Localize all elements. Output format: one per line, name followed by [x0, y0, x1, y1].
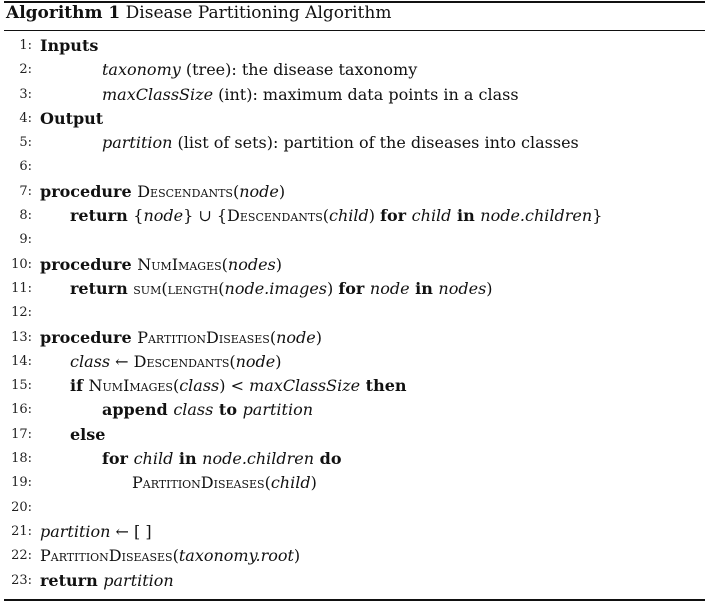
- line-code: [40, 180, 285, 204]
- line-number: 2:: [19, 62, 32, 78]
- variable: maxClassSize: [102, 84, 214, 104]
- keyword: then: [360, 376, 407, 396]
- variable: nodes: [438, 278, 487, 298]
- variable: node.children: [480, 206, 593, 226]
- code-line: [0, 447, 713, 471]
- line-code: [40, 398, 313, 422]
- code-text: ): [310, 473, 317, 493]
- line-number: 18:: [11, 451, 32, 467]
- code-line: [0, 374, 713, 398]
- code-text: (: [264, 473, 271, 493]
- line-code: [40, 326, 322, 350]
- keyword: Output: [40, 108, 104, 128]
- keyword: in: [451, 206, 481, 226]
- code-line: [0, 301, 713, 325]
- code-text: ): [278, 181, 286, 201]
- bottom-rule: [4, 599, 705, 601]
- code-line: [0, 569, 713, 593]
- line-code: [40, 58, 417, 82]
- keyword: to: [213, 400, 243, 420]
- line-number: 11:: [11, 280, 32, 296]
- variable: nodes: [227, 254, 276, 274]
- keyword: else: [70, 424, 106, 444]
- line-number: 9:: [19, 232, 32, 248]
- variable: child: [133, 449, 174, 469]
- algorithm-title: Disease Partitioning Algorithm: [125, 3, 392, 23]
- keyword: append: [102, 400, 174, 420]
- function-name: NumImages: [88, 376, 173, 396]
- code-text: ← [ ]: [110, 521, 152, 541]
- variable: class: [173, 400, 214, 420]
- line-number: 1:: [19, 38, 32, 53]
- keyword: return: [70, 206, 134, 226]
- code-line: [0, 350, 713, 374]
- code-text: ): [368, 206, 381, 226]
- line-number: 20:: [11, 499, 32, 515]
- variable: class: [70, 351, 111, 371]
- keyword: procedure: [40, 181, 138, 201]
- keyword: in: [173, 449, 203, 469]
- keyword: return: [70, 278, 134, 298]
- line-number: 6:: [19, 159, 32, 175]
- function-name: Descendants: [133, 351, 230, 371]
- line-code: [40, 569, 174, 593]
- variable: node.images: [224, 278, 328, 298]
- keyword: if: [70, 376, 89, 396]
- function-name: Descendants: [137, 181, 233, 201]
- code-text: ): [486, 278, 493, 298]
- code-text: (list of sets): partition of the diseases into classes: [172, 133, 579, 153]
- code-line: [0, 204, 713, 228]
- variable: node.children: [202, 449, 315, 469]
- algorithm-label: Algorithm 1: [6, 3, 121, 23]
- code-line: [0, 107, 713, 131]
- code-text: ): [293, 546, 301, 566]
- code-line: [0, 423, 713, 447]
- caption-rule: [4, 30, 705, 31]
- code-text: } ∪ {: [183, 206, 228, 226]
- line-code: [40, 520, 152, 544]
- code-line: [0, 544, 713, 568]
- line-code: [40, 544, 300, 568]
- keyword: for: [338, 278, 370, 298]
- code-line: [0, 228, 713, 252]
- keyword: for: [102, 449, 134, 469]
- code-text: (: [322, 206, 330, 226]
- algorithm-caption: [6, 3, 391, 23]
- variable: child: [270, 473, 311, 493]
- keyword: procedure: [40, 254, 138, 274]
- line-number: 10:: [11, 256, 32, 272]
- code-text: (: [161, 278, 168, 298]
- code-line: [0, 496, 713, 520]
- variable: child: [411, 206, 452, 226]
- line-code: [40, 350, 282, 374]
- line-code: [40, 423, 105, 447]
- code-text: (: [269, 327, 277, 347]
- code-text: (: [229, 351, 236, 371]
- variable: node: [276, 327, 316, 347]
- code-line: [0, 471, 713, 495]
- function-name: sum: [133, 278, 162, 298]
- code-line: [0, 253, 713, 277]
- line-number: 12:: [11, 305, 32, 321]
- line-code: [40, 277, 493, 301]
- function-name: PartitionDiseases: [132, 473, 265, 493]
- variable: node: [143, 206, 184, 226]
- variable: partition: [40, 521, 111, 541]
- line-code: [40, 131, 579, 155]
- line-code: [40, 374, 407, 398]
- code-text: (tree): the disease taxonomy: [180, 60, 418, 80]
- function-name: NumImages: [137, 254, 222, 274]
- line-number: 22:: [11, 548, 32, 564]
- line-number: 3:: [19, 86, 32, 102]
- code-text: (: [221, 254, 228, 274]
- code-text: ): [275, 254, 282, 274]
- line-number: 13:: [11, 329, 32, 345]
- line-number: 21:: [11, 523, 32, 539]
- line-number: 5:: [19, 135, 32, 151]
- line-code: [40, 471, 317, 495]
- variable: taxonomy: [102, 60, 181, 80]
- keyword: procedure: [40, 327, 138, 347]
- code-line: [0, 131, 713, 155]
- line-number: 7:: [19, 183, 32, 199]
- keyword: in: [409, 278, 439, 298]
- variable: node: [369, 278, 410, 298]
- code-line: [0, 83, 713, 107]
- code-text: (: [218, 278, 225, 298]
- code-text: (: [232, 181, 240, 201]
- code-text: {: [133, 206, 144, 226]
- variable: maxClassSize: [249, 376, 361, 396]
- line-number: 17:: [11, 426, 32, 442]
- code-line: [0, 277, 713, 301]
- code-line: [0, 398, 713, 422]
- code-text: ←: [110, 351, 134, 371]
- code-text: (: [172, 376, 180, 396]
- line-number: 19:: [11, 475, 32, 491]
- keyword: Inputs: [40, 36, 99, 55]
- line-number: 16:: [11, 402, 32, 418]
- keyword: for: [380, 206, 412, 226]
- line-number: 14:: [11, 353, 32, 369]
- line-code: [40, 447, 342, 471]
- code-text: }: [592, 206, 603, 226]
- line-number: 4:: [19, 110, 32, 126]
- algorithm-body: [0, 34, 713, 593]
- code-line: [0, 180, 713, 204]
- code-text: (: [172, 546, 179, 566]
- line-code: [40, 107, 103, 131]
- variable: partition: [242, 400, 314, 420]
- code-line: [0, 34, 713, 58]
- function-name: PartitionDiseases: [40, 546, 173, 566]
- code-text: ): [327, 278, 339, 298]
- variable: child: [329, 206, 369, 226]
- line-code: [40, 253, 282, 277]
- line-code: [40, 204, 602, 228]
- keyword: do: [314, 449, 342, 469]
- line-number: 15:: [11, 378, 32, 394]
- line-code: [40, 83, 519, 107]
- variable: taxonomy.root: [178, 546, 294, 566]
- keyword: return: [40, 570, 104, 590]
- variable: class: [179, 376, 220, 396]
- code-line: [0, 58, 713, 82]
- line-number: 8:: [19, 208, 32, 224]
- variable: partition: [103, 570, 174, 590]
- code-text: ) <: [219, 376, 250, 396]
- function-name: length: [167, 278, 219, 298]
- variable: node: [235, 351, 276, 371]
- function-name: PartitionDiseases: [137, 327, 270, 347]
- line-code: [40, 34, 98, 58]
- code-line: [0, 326, 713, 350]
- line-number: 23:: [11, 572, 32, 588]
- function-name: Descendants: [227, 206, 323, 226]
- variable: node: [239, 181, 279, 201]
- code-text: (int): maximum data points in a class: [213, 84, 519, 104]
- code-text: ): [275, 351, 282, 371]
- code-text: ): [315, 327, 322, 347]
- variable: partition: [102, 133, 173, 153]
- code-line: [0, 155, 713, 179]
- code-line: [0, 520, 713, 544]
